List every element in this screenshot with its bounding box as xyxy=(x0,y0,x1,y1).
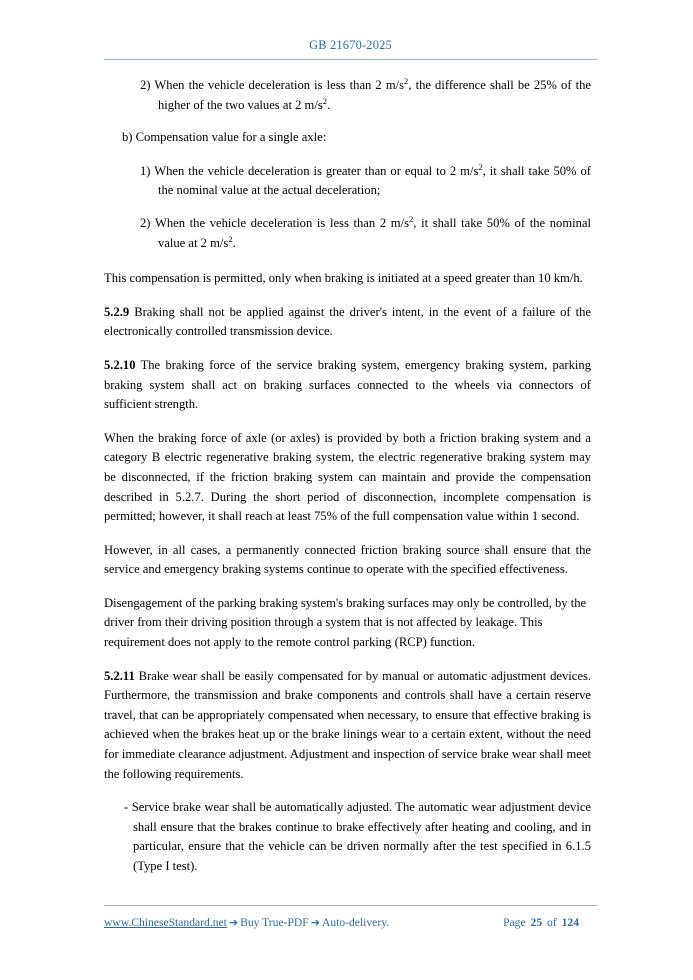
document-body xyxy=(104,76,591,889)
list-item-b1-text-part1: When the vehicle deceleration is greater than or equal to 2 m/s xyxy=(154,163,479,178)
paragraph-compensation-permitted-text: This compensation is permitted, only when braking is initiated at a speed greater than 10 km/h. xyxy=(104,271,583,286)
clause-5-2-9-number: 5.2.9 xyxy=(104,304,130,319)
clause-5-2-10-text: The braking force of the service braking system, emergency braking system, parking braking system shall act on braking surfaces connected to the wheels via connectors of sufficient strength. xyxy=(104,357,591,412)
list-item-b1 xyxy=(140,162,591,201)
list-item-2a-text-part2: , the difference shall be 25% of the higher of the two values at 2 m/s xyxy=(158,78,592,112)
list-item-b1-sup1: 2 xyxy=(478,161,483,172)
list-item-b2-sup1: 2 xyxy=(409,213,414,224)
clause-5-2-10-number: 5.2.10 xyxy=(104,357,136,372)
list-item-b-marker: b) xyxy=(122,130,133,145)
clause-5-2-11-text: Brake wear shall be easily compensated for by manual or automatic adjustment devices. Furthermore, the transmission and brake components and controls shall have a certain reserve travel, that can be appropriately compensated when necessary, to ensure that effective braking is achieved when the brakes heat up or the brake linings wear to a certain extent, without the need for immediate clearance adjustment. Adjustment and inspection of service brake wear shall meet the following requirements. xyxy=(104,668,592,781)
paragraph-compensation-permitted xyxy=(104,269,591,289)
page-label: Page xyxy=(503,916,526,929)
list-item-2a-sup1: 2 xyxy=(404,75,409,86)
list-item-2a-marker: 2) xyxy=(140,78,151,92)
paragraph-regenerative-braking xyxy=(104,429,591,527)
list-item-b2 xyxy=(140,214,591,253)
paragraph-disengagement xyxy=(104,594,591,653)
list-item-b2-marker: 2) xyxy=(140,215,151,230)
footer-divider xyxy=(104,905,597,906)
page-indicator xyxy=(503,915,597,930)
list-item-b2-sup2: 2 xyxy=(228,233,233,244)
list-item-b2-text-part3: . xyxy=(232,235,236,250)
standard-title: GB 21670-2025 xyxy=(309,38,392,52)
paragraph-regenerative-braking-text: When the braking force of axle (or axles) is provided by both a friction braking system and a category B electric regenerative braking system, the electric regenerative braking system may be disconnected, if the friction braking system can maintain and provide the compensation described in 5.2.7. During the short period of disconnection, incomplete compensation is permitted; however, it shall reach at least 75% of the full compensation value within 1 second. xyxy=(104,430,591,524)
page-header xyxy=(104,38,597,60)
list-item-dash-text: Service brake wear shall be automatically adjusted. The automatic wear adjustment device shall ensure that the brakes continue to brake effectively after heating and cooling, and in particular, ensure that the vehicle can be driven normally after the test specified in 6.1.5 (Type I test). xyxy=(131,800,592,873)
clause-5-2-10 xyxy=(104,356,591,415)
list-item-2a-text-part1: When the vehicle deceleration is less than 2 m/s xyxy=(154,78,405,92)
list-item-b1-text-part2: , it shall take 50% of the nominal value at the actual deceleration; xyxy=(158,163,591,198)
list-item-b1-marker: 1) xyxy=(140,163,151,178)
list-item-b2-text-part1: When the vehicle deceleration is less than 2 m/s xyxy=(154,215,409,230)
list-item-dash-marker: - xyxy=(124,800,129,815)
page-of-label: of xyxy=(547,916,557,929)
header-divider xyxy=(104,59,597,60)
clause-5-2-11 xyxy=(104,667,591,785)
arrow-right-icon-1: ➔ xyxy=(228,916,239,929)
list-item-b xyxy=(122,128,591,148)
page-number-total: 124 xyxy=(561,916,579,929)
list-item-2a xyxy=(140,76,591,115)
clause-5-2-11-number: 5.2.11 xyxy=(104,668,135,683)
footer-promo-buy-true-pdf: Buy True-PDF xyxy=(240,916,309,929)
page-number-current: 25 xyxy=(530,916,543,929)
arrow-right-icon-2: ➔ xyxy=(310,916,320,929)
list-item-2a-text-part3: . xyxy=(327,97,331,112)
clause-5-2-9 xyxy=(104,303,591,342)
paragraph-permanent-friction-source xyxy=(104,541,591,580)
footer-row xyxy=(104,915,597,930)
list-item-b-text: Compensation value for a single axle: xyxy=(135,130,327,145)
chinesestandard-link[interactable]: www.ChineseStandard.net xyxy=(104,916,227,929)
footer-promo-auto-delivery: Auto-delivery. xyxy=(321,916,390,929)
page-footer xyxy=(104,905,597,930)
list-item-b2-text-part2: , it shall take 50% of the nominal value at 2 m/s xyxy=(158,215,592,250)
paragraph-permanent-friction-source-text: However, in all cases, a permanently connected friction braking source shall ensure that the service and emergency braking systems continue to operate with the specified effectiveness. xyxy=(104,542,591,577)
list-item-dash-service-brake-wear xyxy=(124,798,591,876)
clause-5-2-9-text: Braking shall not be applied against the driver's intent, in the event of a failure of the electronically controlled transmission device. xyxy=(104,304,591,339)
paragraph-disengagement-text: Disengagement of the parking braking system's braking surfaces may only be controlled, by the driver from their driving position through a system that is not affected by leakage. This requirement does not apply to the remote control parking (RCP) function. xyxy=(104,595,587,650)
list-item-2a-sup2: 2 xyxy=(322,95,328,106)
footer-promo xyxy=(104,915,389,930)
